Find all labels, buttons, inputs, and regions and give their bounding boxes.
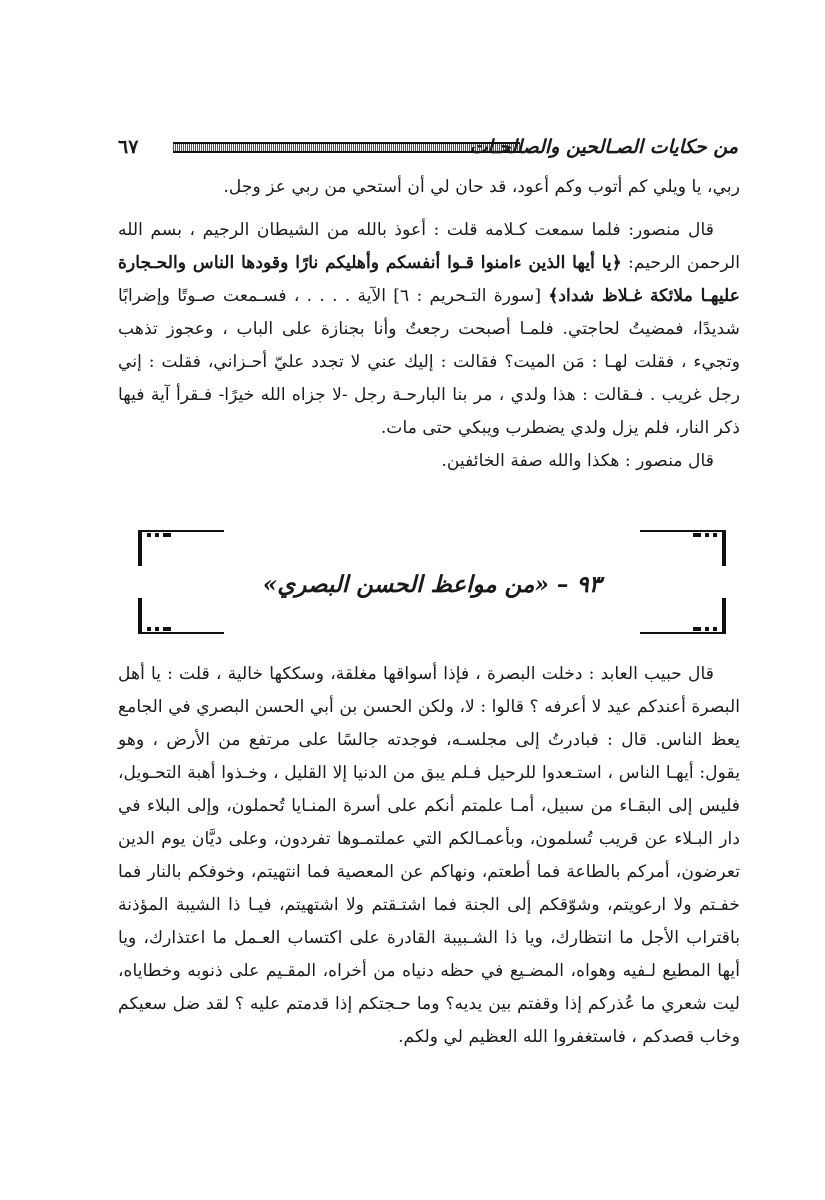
story-hasan-basri [118,658,740,1054]
story-continuation [118,171,740,478]
frame-right-top-line [640,530,722,532]
story-text-after-verse: [سورة التـحريم : ٦] الآية . . . . ، فسـمعت صـوتًا وإضرابًا شديدًا، فمضيتُ لحاجتي. فلمـا أصبحت رجعتُ وأنا بجنازة على الباب ، وعجوز تذهب وتجيء ، فقلت لهـا : مَن الميت؟ فقالت : إليك عني لا تجدد عليّ أحـزاني، فقلت : إني رجل غريب . فـقالت : هذا ولدي ، مر بنا البارحـة رجل -لا جزاه الله خيرًا- فـقرأ آية فيها ذكر النار، فلم يزل ولدي يضطرب ويبكي حتى مات. [118,286,740,438]
quran-verse: ﴿يا أيها الذين ءامنوا قـوا أنفسكم وأهليكم نارًا وقودها الناس والحـجارة عليهـا ملائكة غـلاظ شداد﴾ [118,253,740,306]
frame-dot [713,533,717,537]
frame-left-bottom-bar [138,598,142,634]
section-dash: – [556,571,569,598]
frame-right-top-bar [722,530,726,566]
frame-dot [147,627,151,631]
frame-dot [693,533,701,537]
frame-left-top-bar [138,530,142,566]
frame-right-bottom-line [640,632,722,634]
story-paragraph-3: قال منصور : هكذا والله صفة الخائفين. [441,451,714,471]
story-text-before-verse: قال منصور: فلما سمعت كـلامه قلت : أعوذ بالله من الشيطان الرجيم ، بسم الله الرحمن الرحيم: [118,220,740,273]
running-title: من حكايات الصـالحين والصالحـات [469,136,738,158]
story-hasan-paragraph: قال حبيب العابد : دخلت البصرة ، فإذا أسواقها مغلقة، وسككها خالية ، قلت : يا أهل البصرة أعندكم عيد لا أعرفه ؟ قالوا : لا، ولكن الحسن بن أبي الحسن البصري في الجامع يعظ الناس. قال : فبادرتُ إلى مجلسـه، فوجدته جالسًا على مرتفع من الأرض ، وهو يقول: أيهـا الناس ، استـعدوا للرحيل فـلم يبق من الدنيا إلا القليل ، وخـذوا أهبة التحـويل، فليس إلى البقـاء من سبيل، أمـا علمتم أنكم على أسرة المنـايا تُحملون، وإلى البلاء في دار البـلاء عن قريب تُسلمون، وبأعمـالكم التي عملتمـوها تفردون، وعلى ديَّان يوم الدين تعرضون، أمركم بالطاعة فما أطعتم، ونهاكم عن المعصية فما انتهيتم، وخوفكم بالنار فما خفـتم ولا ارعويتم، وشوّقكم إلى الجنة فما اشتـقتم ولا اشتهيتم، فيـا ذا الشيبة المؤذنة باقتراب الأجل ما انتظارك، ويا ذا الشـبيبة القادرة على اكتساب العـمل ما اعتذارك، ويا أيها المطيع لـفيه وهواه، المضـيع في حظه دنياه من أخراه، المقـيم على ذنوبه وخطاياه، ليت شعري ما عُذركم إذا وقفتم بين يديه؟ وما حـجتكم إذا قدمتم عليه ؟ لقد ضل سعيكم وخاب قصدكم ، فاستغفروا الله العظيم لي ولكم. [118,664,740,1047]
frame-dot [155,627,159,631]
section-title-frame [138,524,726,636]
frame-dot [163,627,171,631]
header-rule [173,142,520,153]
frame-left-bottom-line [142,632,224,634]
section-title-text: «من مواعظ الحسن البصري» [262,571,549,598]
frame-dot [147,533,151,537]
frame-right-bottom-bar [722,598,726,634]
story-line-1: ربي، يا ويلي كم أتوب وكم أعود، قد حان لي أن أستحي من ربي عز وجل. [223,177,740,197]
frame-dot [693,627,701,631]
frame-dot [155,533,159,537]
running-header [118,132,738,162]
section-number: ٩٣ [576,571,602,598]
frame-dot [163,533,171,537]
story-paragraph-2 [118,214,740,445]
frame-left-top-line [142,530,224,532]
page-number: ٦٧ [118,136,139,158]
section-title [138,571,726,598]
frame-dot [705,627,709,631]
frame-dot [713,627,717,631]
frame-dot [705,533,709,537]
